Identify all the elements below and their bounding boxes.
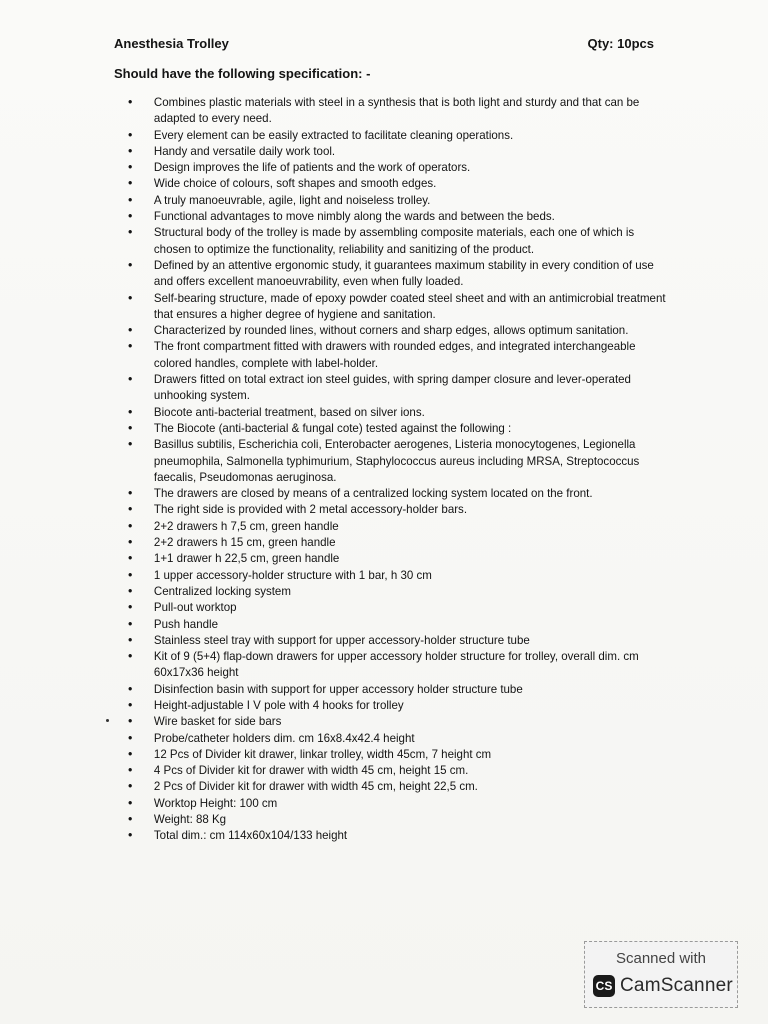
spec-item: • Kit of 9 (5+4) flap-down drawers for upper accessory holder structure for trolley, overall dim. cm 60x17x36 height <box>128 648 666 681</box>
spec-item: • Functional advantages to move nimbly along the wards and between the beds. <box>128 208 666 224</box>
spec-item: • Drawers fitted on total extract ion steel guides, with spring damper closure and lever-operated unhooking system. <box>128 371 666 404</box>
spec-item: • Wide choice of colours, soft shapes and smooth edges. <box>128 175 666 191</box>
spec-item: • Every element can be easily extracted to facilitate cleaning operations. <box>128 127 666 143</box>
spec-item: • 2+2 drawers h 15 cm, green handle <box>128 534 666 550</box>
camscanner-brand-text: CamScanner <box>620 975 733 996</box>
spec-item: • Centralized locking system <box>128 583 666 599</box>
spec-item: • Total dim.: cm 114x60x104/133 height <box>128 827 666 843</box>
scanned-with-text: Scanned with <box>615 950 707 967</box>
spec-item: • Height-adjustable I V pole with 4 hooks for trolley <box>128 697 666 713</box>
spec-item: • Biocote anti-bacterial treatment, based on silver ions. <box>128 404 666 420</box>
spec-item: • Self-bearing structure, made of epoxy powder coated steel sheet and with an antimicrobial treatment that ensures a higher degree of hygiene and sanitation. <box>128 290 666 323</box>
spec-item: • Basillus subtilis, Escherichia coli, Enterobacter aerogenes, Listeria monocytogenes, Legionella pneumophila, Salmonella typhimurium, Staphylococcus aureus including MRSA, Streptococcus faecalis, Pseudomonas aeruginosa. <box>128 436 666 485</box>
scan-speck <box>106 719 109 722</box>
spec-item: • Stainless steel tray with support for upper accessory-holder structure tube <box>128 632 666 648</box>
spec-item: • Worktop Height: 100 cm <box>128 795 666 811</box>
quantity-label: Qty: 10pcs <box>587 36 654 51</box>
spec-item: • 2+2 drawers h 7,5 cm, green handle <box>128 518 666 534</box>
spec-item: • 1+1 drawer h 22,5 cm, green handle <box>128 550 666 566</box>
spec-item: • Weight: 88 Kg <box>128 811 666 827</box>
camscanner-brand-row <box>593 975 733 997</box>
document-header <box>114 36 654 51</box>
spec-item: • Push handle <box>128 616 666 632</box>
specification-heading: Should have the following specification: - <box>114 66 371 81</box>
spec-item: • 1 upper accessory-holder structure with 1 bar, h 30 cm <box>128 567 666 583</box>
spec-item: • 2 Pcs of Divider kit for drawer with width 45 cm, height 22,5 cm. <box>128 778 666 794</box>
spec-item: • The front compartment fitted with drawers with rounded edges, and integrated interchangeable colored handles, complete with label-holder. <box>128 338 666 371</box>
camscanner-watermark <box>584 941 738 1008</box>
spec-item: • Characterized by rounded lines, without corners and sharp edges, allows optimum sanitation. <box>128 322 666 338</box>
spec-item: • 4 Pcs of Divider kit for drawer with width 45 cm, height 15 cm. <box>128 762 666 778</box>
spec-item: • Wire basket for side bars <box>128 713 666 729</box>
spec-item: • The right side is provided with 2 metal accessory-holder bars. <box>128 501 666 517</box>
spec-item: • 12 Pcs of Divider kit drawer, linkar trolley, width 45cm, 7 height cm <box>128 746 666 762</box>
spec-item: • Combines plastic materials with steel in a synthesis that is both light and sturdy and that can be adapted to every need. <box>128 94 666 127</box>
spec-item: • Disinfection basin with support for upper accessory holder structure tube <box>128 681 666 697</box>
spec-item: • Defined by an attentive ergonomic study, it guarantees maximum stability in every condition of use and offers excellent manoeuvrability, even when fully loaded. <box>128 257 666 290</box>
spec-item: • A truly manoeuvrable, agile, light and noiseless trolley. <box>128 192 666 208</box>
spec-item: • Design improves the life of patients and the work of operators. <box>128 159 666 175</box>
spec-item: • Probe/catheter holders dim. cm 16x8.4x42.4 height <box>128 730 666 746</box>
spec-item: • The drawers are closed by means of a centralized locking system located on the front. <box>128 485 666 501</box>
document-title: Anesthesia Trolley <box>114 36 229 51</box>
spec-item: • Structural body of the trolley is made by assembling composite materials, each one of which is chosen to optimize the functionality, reliability and sanitizing of the product. <box>128 224 666 257</box>
spec-item: • The Biocote (anti-bacterial & fungal cote) tested against the following : <box>128 420 666 436</box>
camscanner-logo-icon: CS <box>593 975 615 997</box>
spec-item: • Handy and versatile daily work tool. <box>128 143 666 159</box>
spec-item: • Pull-out worktop <box>128 599 666 615</box>
specification-list <box>128 94 688 844</box>
